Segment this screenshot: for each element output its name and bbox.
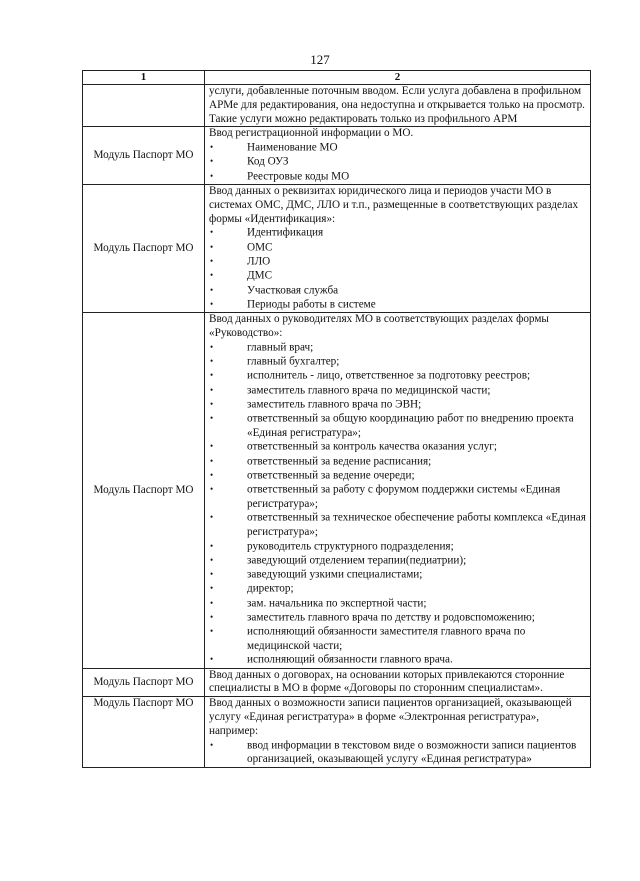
list-item: •главный бухгалтер; bbox=[209, 355, 587, 369]
list-item: •руководитель структурного подразделения; bbox=[209, 540, 587, 554]
description-cell bbox=[205, 185, 591, 313]
bullet-icon bbox=[209, 540, 247, 554]
bullet-icon bbox=[209, 582, 247, 596]
table-row bbox=[83, 313, 591, 668]
bullet-icon bbox=[209, 170, 247, 184]
bullet-list bbox=[209, 141, 587, 184]
module-cell bbox=[83, 85, 205, 127]
list-item: •ответственный за контроль качества оказания услуг; bbox=[209, 440, 587, 454]
bullet-icon bbox=[209, 653, 247, 667]
bullet-icon bbox=[209, 739, 247, 753]
bullet-icon bbox=[209, 568, 247, 582]
bullet-icon bbox=[209, 554, 247, 568]
list-item: •исполнитель - лицо, ответственное за подготовку реестров; bbox=[209, 369, 587, 383]
list-item: •Наименование МО bbox=[209, 141, 587, 155]
table-row bbox=[83, 85, 591, 127]
bullet-icon bbox=[209, 241, 247, 255]
table-header-row bbox=[83, 71, 591, 85]
module-cell: Модуль Паспорт МО bbox=[83, 127, 205, 185]
bullet-icon bbox=[209, 412, 247, 426]
list-item: •главный врач; bbox=[209, 341, 587, 355]
description-cell bbox=[205, 668, 591, 697]
bullet-icon bbox=[209, 298, 247, 312]
bullet-icon bbox=[209, 141, 247, 155]
description-cell bbox=[205, 85, 591, 127]
list-item: •зам. начальника по экспертной части; bbox=[209, 597, 587, 611]
bullet-icon bbox=[209, 369, 247, 383]
list-item: •заведующий узкими специалистами; bbox=[209, 568, 587, 582]
bullet-icon bbox=[209, 597, 247, 611]
bullet-icon bbox=[209, 255, 247, 269]
module-cell: Модуль Паспорт МО bbox=[83, 697, 205, 767]
bullet-icon bbox=[209, 341, 247, 355]
bullet-list bbox=[209, 739, 587, 767]
requirements-table bbox=[82, 70, 591, 768]
list-item: •заместитель главного врача по медицинской части; bbox=[209, 384, 587, 398]
list-item: •ответственный за техническое обеспечение работы комплекса «Единая регистратура»; bbox=[209, 511, 587, 539]
description-cell bbox=[205, 313, 591, 668]
list-item: •директор; bbox=[209, 582, 587, 596]
description-text: Ввод данных о руководителях МО в соответствующих разделах формы «Руководство»: bbox=[209, 313, 549, 340]
list-item: •ответственный за ведение очереди; bbox=[209, 469, 587, 483]
list-item: •ответственный за общую координацию работ по внедрению проекта «Единая регистратура»; bbox=[209, 412, 587, 440]
page-number: 127 bbox=[310, 52, 330, 67]
table-row bbox=[83, 668, 591, 697]
list-item: •Периоды работы в системе bbox=[209, 298, 587, 312]
list-item: •ЛЛО bbox=[209, 255, 587, 269]
table-row bbox=[83, 185, 591, 313]
bullet-icon bbox=[209, 511, 247, 525]
description-text: услуги, добавленные поточным вводом. Если услуга добавлена в профильном АРМе для редактирования, она недоступна и открывается только на просмотр. Такие услуги можно редактировать только из профильного АРМ bbox=[209, 85, 585, 125]
list-item: •заместитель главного врача по ЭВН; bbox=[209, 398, 587, 412]
list-item: •ответственный за работу с форумом поддержки системы «Единая регистратура»; bbox=[209, 483, 587, 511]
list-item: •Реестровые коды МО bbox=[209, 170, 587, 184]
list-item: •Участковая служба bbox=[209, 284, 587, 298]
list-item: •заведующий отделением терапии(педиатрии); bbox=[209, 554, 587, 568]
bullet-icon bbox=[209, 440, 247, 454]
list-item: •исполняющий обязанности заместителя главного врача по медицинской части; bbox=[209, 625, 587, 653]
header-col-1: 1 bbox=[83, 71, 205, 85]
bullet-icon bbox=[209, 355, 247, 369]
bullet-icon bbox=[209, 469, 247, 483]
description-cell bbox=[205, 127, 591, 185]
list-item: •ввод информации в текстовом виде о возможности записи пациентов организацией, оказывающей услугу «Единая регистратура» bbox=[209, 739, 587, 767]
list-item: •исполняющий обязанности главного врача. bbox=[209, 653, 587, 667]
description-text: Ввод данных о реквизитах юридического лица и периодов участи МО в системах ОМС, ДМС, ЛЛО и т.п., размещенные в соответствующих разделах формы «Идентификация»: bbox=[209, 185, 579, 225]
bullet-list bbox=[209, 226, 587, 312]
bullet-icon bbox=[209, 269, 247, 283]
bullet-icon bbox=[209, 398, 247, 412]
module-cell: Модуль Паспорт МО bbox=[83, 185, 205, 313]
module-cell: Модуль Паспорт МО bbox=[83, 313, 205, 668]
table-row bbox=[83, 127, 591, 185]
header-col-2: 2 bbox=[205, 71, 591, 85]
list-item: •заместитель главного врача по детству и родовспоможению; bbox=[209, 611, 587, 625]
table-row bbox=[83, 697, 591, 767]
list-item: •Идентификация bbox=[209, 226, 587, 240]
description-text: Ввод данных о возможности записи пациентов организацией, оказывающей услугу «Единая регистратура» в форме «Электронная регистратура», например: bbox=[209, 697, 572, 737]
description-text: Ввод регистрационной информации о МО. bbox=[209, 127, 414, 140]
description-cell bbox=[205, 697, 591, 767]
list-item: •ответственный за ведение расписания; bbox=[209, 455, 587, 469]
bullet-list bbox=[209, 341, 587, 668]
bullet-icon bbox=[209, 625, 247, 639]
bullet-icon bbox=[209, 611, 247, 625]
list-item: •Код ОУЗ bbox=[209, 155, 587, 169]
bullet-icon bbox=[209, 455, 247, 469]
module-cell: Модуль Паспорт МО bbox=[83, 668, 205, 697]
list-item: •ДМС bbox=[209, 269, 587, 283]
description-text: Ввод данных о договорах, на основании которых привлекаются сторонние специалисты в МО в форме «Договоры по сторонним специалистам». bbox=[209, 668, 565, 695]
bullet-icon bbox=[209, 384, 247, 398]
bullet-icon bbox=[209, 155, 247, 169]
bullet-icon bbox=[209, 284, 247, 298]
bullet-icon bbox=[209, 483, 247, 497]
list-item: •ОМС bbox=[209, 241, 587, 255]
bullet-icon bbox=[209, 226, 247, 240]
